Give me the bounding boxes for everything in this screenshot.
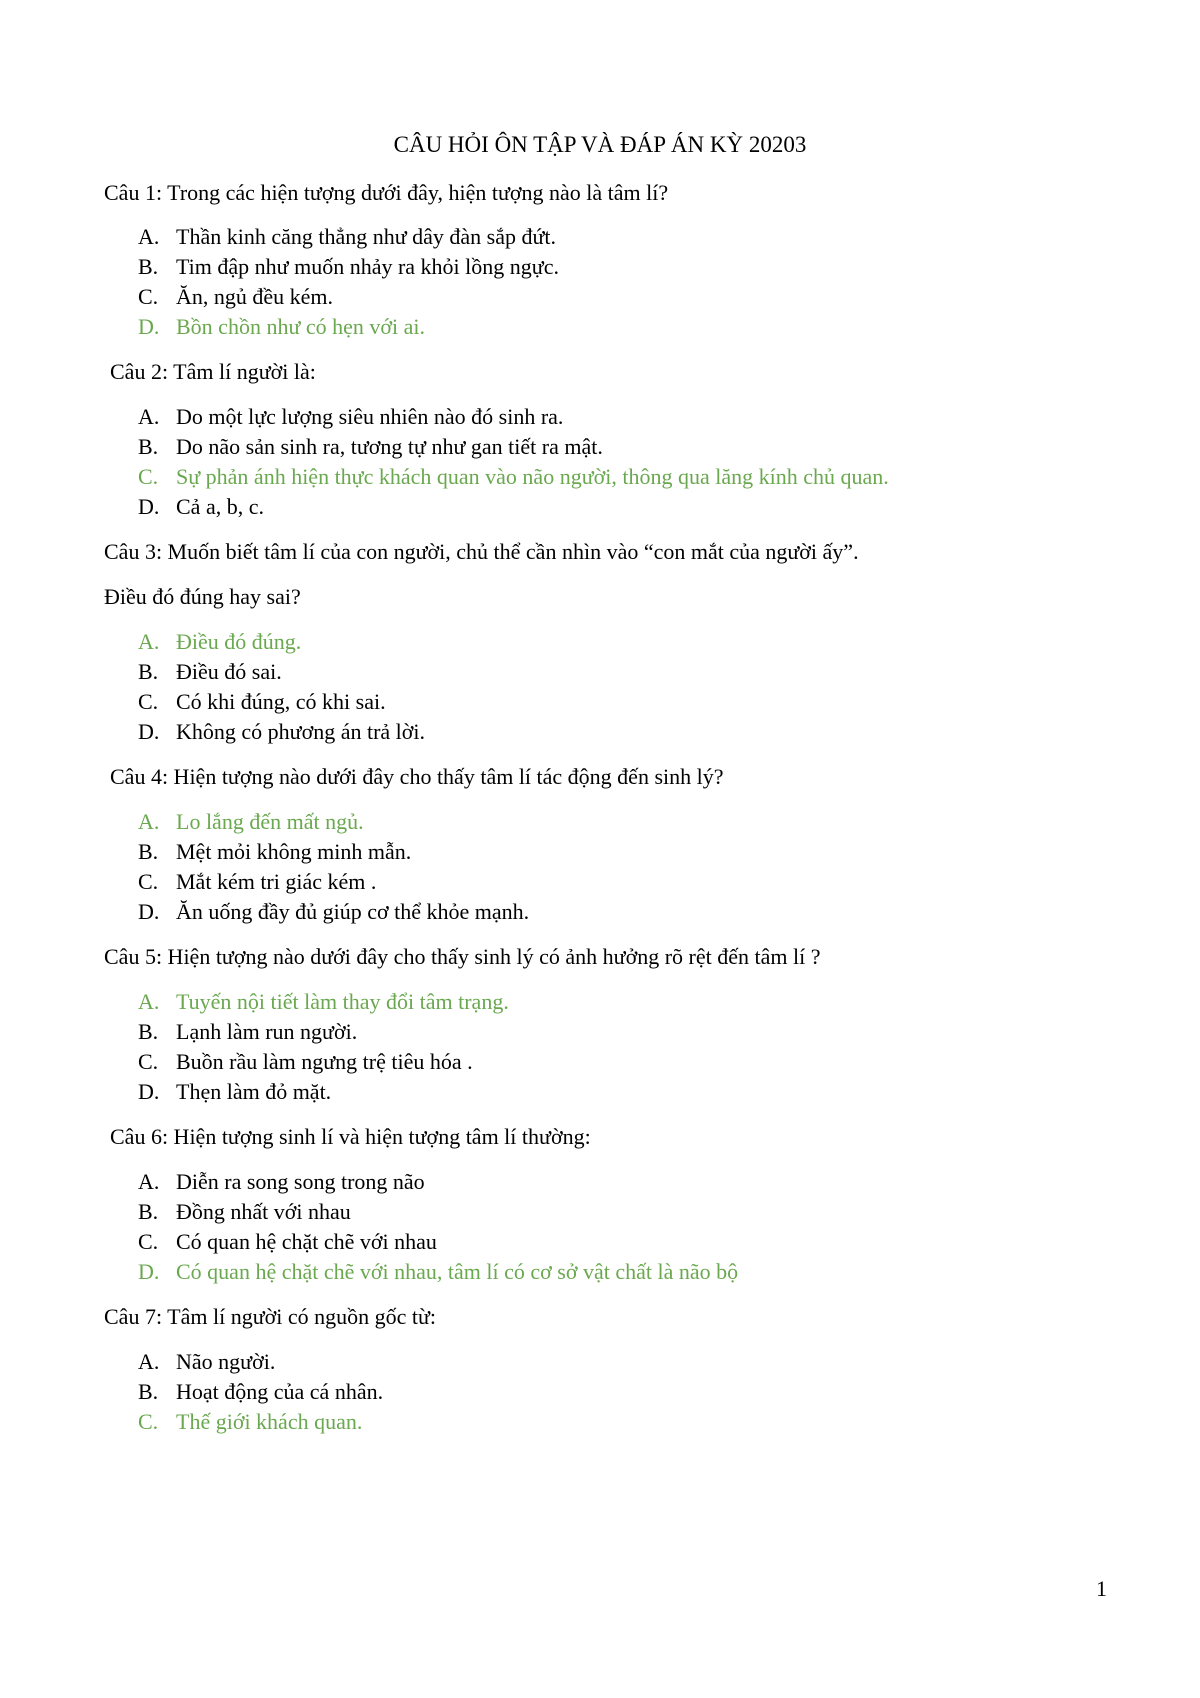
option-text: Điều đó đúng. — [176, 629, 302, 654]
option-text: Tim đập như muốn nhảy ra khỏi lồng ngực. — [176, 254, 559, 279]
question-2: Câu 2: Tâm lí người là: — [110, 359, 316, 384]
option-text: Ăn uống đầy đủ giúp cơ thể khỏe mạnh. — [176, 899, 530, 924]
question-7-option-a — [138, 1347, 275, 1377]
question-2-option-a — [138, 402, 563, 432]
option-text: Điều đó sai. — [176, 659, 282, 684]
option-text: Lo lắng đến mất ngủ. — [176, 809, 364, 834]
option-text: Do một lực lượng siêu nhiên nào đó sinh ra. — [176, 404, 564, 429]
option-letter: B. — [138, 254, 159, 279]
question-6: Câu 6: Hiện tượng sinh lí và hiện tượng tâm lí thường: — [110, 1124, 591, 1149]
page-number: 1 — [1096, 1576, 1107, 1601]
question-7: Câu 7: Tâm lí người có nguồn gốc từ: — [104, 1304, 437, 1329]
question-2-option-c-correct — [138, 462, 889, 492]
option-letter: B. — [138, 1019, 159, 1044]
option-text: Đồng nhất với nhau — [176, 1199, 351, 1224]
option-letter: C. — [138, 464, 159, 489]
question-1-option-a — [138, 222, 556, 252]
option-letter: A. — [138, 224, 160, 249]
option-text: Không có phương án trả lời. — [176, 719, 426, 744]
option-letter: D. — [138, 719, 160, 744]
question-3-continuation: Điều đó đúng hay sai? — [104, 584, 301, 609]
option-letter: B. — [138, 839, 159, 864]
option-text: Sự phản ánh hiện thực khách quan vào não người, thông qua lăng kính chủ quan. — [176, 464, 889, 489]
question-6-option-b — [138, 1197, 351, 1227]
option-text: Cả a, b, c. — [176, 494, 264, 519]
option-text: Diễn ra song song trong não — [176, 1169, 425, 1194]
question-4: Câu 4: Hiện tượng nào dưới đây cho thấy tâm lí tác động đến sinh lý? — [110, 764, 724, 789]
question-3-option-c — [138, 687, 386, 717]
option-letter: C. — [138, 1049, 159, 1074]
question-4-option-b — [138, 837, 411, 867]
option-text: Não người. — [176, 1349, 276, 1374]
option-text: Ăn, ngủ đều kém. — [176, 284, 334, 309]
option-letter: C. — [138, 284, 159, 309]
question-6-option-a — [138, 1167, 425, 1197]
question-2-option-b — [138, 432, 603, 462]
option-letter: A. — [138, 1349, 160, 1374]
question-3-option-d — [138, 717, 425, 747]
question-1: Câu 1: Trong các hiện tượng dưới đây, hiện tượng nào là tâm lí? — [104, 180, 669, 205]
question-1-option-d-correct — [138, 312, 425, 342]
question-4-option-a-correct — [138, 807, 364, 837]
option-text: Do não sản sinh ra, tương tự như gan tiết ra mật. — [176, 434, 603, 459]
option-text: Bồn chồn như có hẹn với ai. — [176, 314, 426, 339]
option-letter: A. — [138, 404, 160, 429]
option-text: Có quan hệ chặt chẽ với nhau — [176, 1229, 437, 1254]
option-text: Hoạt động của cá nhân. — [176, 1379, 384, 1404]
option-letter: B. — [138, 659, 159, 684]
option-text: Thẹn làm đỏ mặt. — [176, 1079, 332, 1104]
option-letter: D. — [138, 1079, 160, 1104]
option-letter: B. — [138, 434, 159, 459]
document-title: CÂU HỎI ÔN TẬP VÀ ĐÁP ÁN KỲ 20203 — [393, 132, 807, 157]
option-text: Có khi đúng, có khi sai. — [176, 689, 386, 714]
option-letter: A. — [138, 989, 160, 1014]
option-letter: D. — [138, 314, 160, 339]
question-5-option-d — [138, 1077, 331, 1107]
option-text: Tuyến nội tiết làm thay đổi tâm trạng. — [176, 989, 509, 1014]
question-6-option-c — [138, 1227, 437, 1257]
question-2-option-d — [138, 492, 264, 522]
question-6-option-d-correct — [138, 1257, 738, 1287]
question-7-option-b — [138, 1377, 383, 1407]
option-letter: D. — [138, 1259, 160, 1284]
option-letter: D. — [138, 494, 160, 519]
option-text: Buồn rầu làm ngưng trệ tiêu hóa . — [176, 1049, 473, 1074]
option-letter: D. — [138, 899, 160, 924]
option-letter: C. — [138, 1229, 159, 1254]
question-5-option-b — [138, 1017, 357, 1047]
option-letter: C. — [138, 869, 159, 894]
question-5-option-a-correct — [138, 987, 509, 1017]
question-1-option-c — [138, 282, 333, 312]
option-text: Có quan hệ chặt chẽ với nhau, tâm lí có cơ sở vật chất là não bộ — [176, 1259, 739, 1284]
question-5-option-c — [138, 1047, 473, 1077]
option-letter: C. — [138, 1409, 159, 1434]
question-5: Câu 5: Hiện tượng nào dưới đây cho thấy sinh lý có ảnh hưởng rõ rệt đến tâm lí ? — [104, 944, 821, 969]
question-3-option-b — [138, 657, 282, 687]
question-4-option-c — [138, 867, 376, 897]
option-letter: A. — [138, 809, 160, 834]
option-letter: B. — [138, 1379, 159, 1404]
option-text: Thế giới khách quan. — [176, 1409, 363, 1434]
option-letter: B. — [138, 1199, 159, 1224]
option-letter: C. — [138, 689, 159, 714]
option-letter: A. — [138, 1169, 160, 1194]
option-text: Thần kinh căng thẳng như dây đàn sắp đứt. — [176, 224, 557, 249]
question-7-option-c-correct — [138, 1407, 362, 1437]
question-3-option-a-correct — [138, 627, 301, 657]
question-3: Câu 3: Muốn biết tâm lí của con người, chủ thể cần nhìn vào “con mắt của người ấy”. — [104, 539, 859, 564]
option-text: Lạnh làm run người. — [176, 1019, 358, 1044]
option-text: Mệt mỏi không minh mẫn. — [176, 839, 412, 864]
option-text: Mắt kém tri giác kém . — [176, 869, 377, 894]
question-1-option-b — [138, 252, 559, 282]
question-4-option-d — [138, 897, 529, 927]
option-letter: A. — [138, 629, 160, 654]
